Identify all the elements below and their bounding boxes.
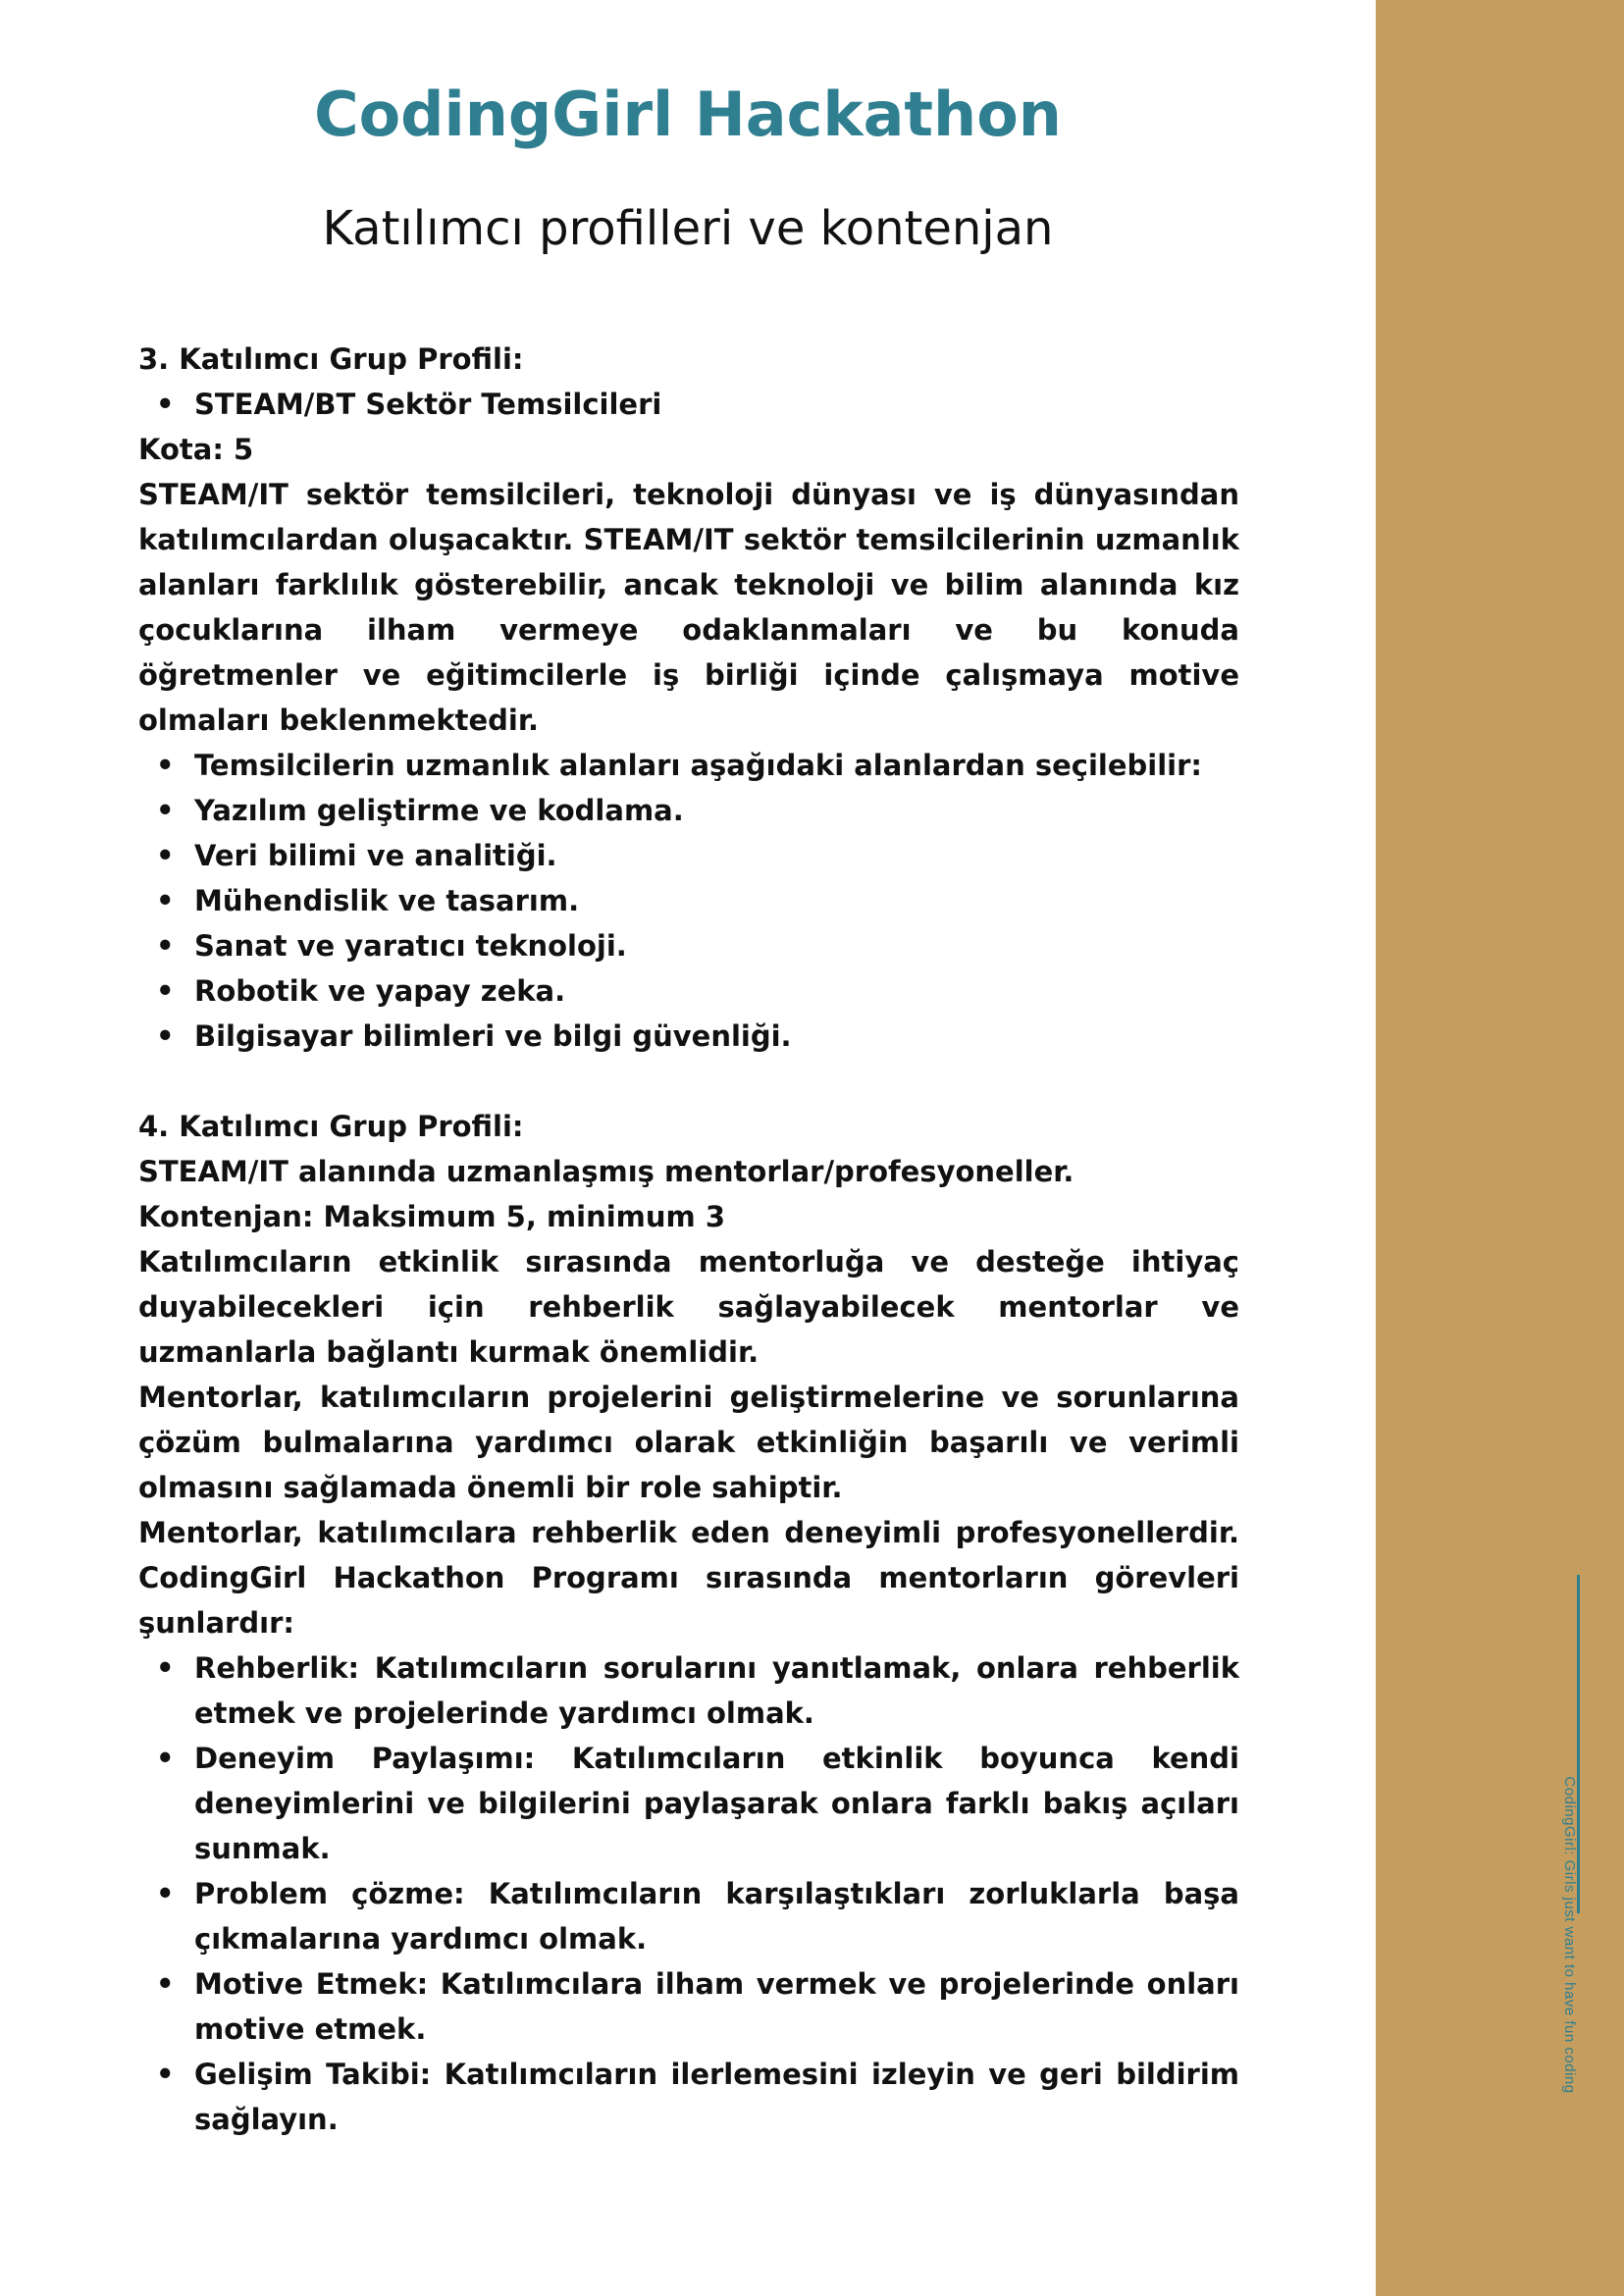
list-item bbox=[138, 923, 1239, 968]
section3-item-list bbox=[138, 743, 1239, 1059]
list-item bbox=[138, 743, 1239, 788]
list-item-text: Yazılım geliştirme ve kodlama. bbox=[194, 794, 684, 827]
list-item bbox=[138, 1645, 1239, 1736]
section3-group-list bbox=[138, 382, 1239, 427]
list-item-text: Gelişim Takibi: Katılımcıların ilerlemesini izleyin ve geri bildirim sağlayın. bbox=[194, 2058, 1239, 2136]
section4-heading: 4. Katılımcı Grup Profili: bbox=[138, 1110, 524, 1143]
bullet-icon: • bbox=[156, 1019, 175, 1053]
page-subtitle: Katılımcı profilleri ve kontenjan bbox=[322, 201, 1054, 256]
sidebar-tagline: CodingGirl: Girls just want to have fun coding bbox=[1561, 1776, 1578, 2094]
bullet-icon: • bbox=[156, 884, 175, 917]
bullet-icon: • bbox=[156, 1742, 175, 1775]
list-item bbox=[138, 1961, 1239, 2052]
list-item bbox=[138, 2052, 1239, 2142]
list-item-text: Robotik ve yapay zeka. bbox=[194, 974, 566, 1008]
list-item bbox=[138, 1871, 1239, 1961]
section4-quota: Kontenjan: Maksimum 5, minimum 3 bbox=[138, 1200, 726, 1233]
bullet-icon: • bbox=[156, 1967, 175, 2001]
bullet-icon: • bbox=[156, 929, 175, 963]
bullet-icon: • bbox=[156, 749, 175, 782]
bullet-icon: • bbox=[156, 1877, 175, 1910]
section3-group-item bbox=[138, 382, 1239, 427]
list-item bbox=[138, 878, 1239, 923]
section3-group-text: STEAM/BT Sektör Temsilcileri bbox=[194, 388, 662, 421]
page-title: CodingGirl Hackathon bbox=[314, 78, 1062, 150]
list-item bbox=[138, 1736, 1239, 1871]
bullet-icon: • bbox=[156, 974, 175, 1008]
sidebar-band bbox=[1376, 0, 1624, 2296]
main-content bbox=[138, 337, 1239, 2142]
list-item-text: Sanat ve yaratıcı teknoloji. bbox=[194, 929, 627, 963]
bullet-icon: • bbox=[156, 2058, 175, 2091]
section4-paragraph: Mentorlar, katılımcıların projelerini geliştirmelerine ve sorunlarına çözüm bulmalarına yardımcı olarak etkinliğin başarılı ve verimli olmasını sağlamada önemli bir role sahiptir. bbox=[138, 1381, 1239, 1504]
section4-item-list bbox=[138, 1645, 1239, 2142]
section-spacer bbox=[138, 1059, 1239, 1104]
section3-description: STEAM/IT sektör temsilcileri, teknoloji dünyası ve iş dünyasından katılımcılardan oluşacaktır. STEAM/IT sektör temsilcilerinin uzmanlık alanları farklılık gösterebilir, ancak teknoloji ve bilim alanında kız çocuklarına ilham vermeye odaklanmaları ve bu konuda öğretmenler ve eğitimcilerle iş birliği içinde çalışmaya motive olmaları beklenmektedir. bbox=[138, 478, 1239, 737]
list-item bbox=[138, 1014, 1239, 1059]
list-item bbox=[138, 968, 1239, 1014]
bullet-icon: • bbox=[156, 1651, 175, 1685]
bullet-icon: • bbox=[156, 839, 175, 872]
list-item-text: Temsilcilerin uzmanlık alanları aşağıdaki alanlardan seçilebilir: bbox=[194, 749, 1202, 782]
section4-paragraph: Mentorlar, katılımcılara rehberlik eden deneyimli profesyonellerdir. CodingGirl Hackathon Programı sırasında mentorların görevleri şunlardır: bbox=[138, 1516, 1239, 1640]
bullet-icon: • bbox=[156, 794, 175, 827]
bullet-icon: • bbox=[156, 388, 175, 421]
list-item bbox=[138, 833, 1239, 878]
list-item bbox=[138, 788, 1239, 833]
section3-heading: 3. Katılımcı Grup Profili: bbox=[138, 342, 524, 376]
list-item-text: Problem çözme: Katılımcıların karşılaştıkları zorluklarla başa çıkmalarına yardımcı olmak. bbox=[194, 1877, 1239, 1956]
section3-quota: Kota: 5 bbox=[138, 433, 254, 466]
section4-paragraph: Katılımcıların etkinlik sırasında mentorluğa ve desteğe ihtiyaç duyabilecekleri için rehberlik sağlayabilecek mentorlar ve uzmanlarla bağlantı kurmak önemlidir. bbox=[138, 1245, 1239, 1369]
section4-group: STEAM/IT alanında uzmanlaşmış mentorlar/profesyoneller. bbox=[138, 1155, 1074, 1188]
list-item-text: Veri bilimi ve analitiği. bbox=[194, 839, 557, 872]
list-item-text: Rehberlik: Katılımcıların sorularını yanıtlamak, onlara rehberlik etmek ve projelerinde yardımcı olmak. bbox=[194, 1651, 1239, 1730]
list-item-text: Mühendislik ve tasarım. bbox=[194, 884, 580, 917]
list-item-text: Deneyim Paylaşımı: Katılımcıların etkinlik boyunca kendi deneyimlerini ve bilgilerini paylaşarak onlara farklı bakış açıları sunmak. bbox=[194, 1742, 1239, 1865]
list-item-text: Motive Etmek: Katılımcılara ilham vermek ve projelerinde onları motive etmek. bbox=[194, 1967, 1239, 2046]
list-item-text: Bilgisayar bilimleri ve bilgi güvenliği. bbox=[194, 1019, 792, 1053]
